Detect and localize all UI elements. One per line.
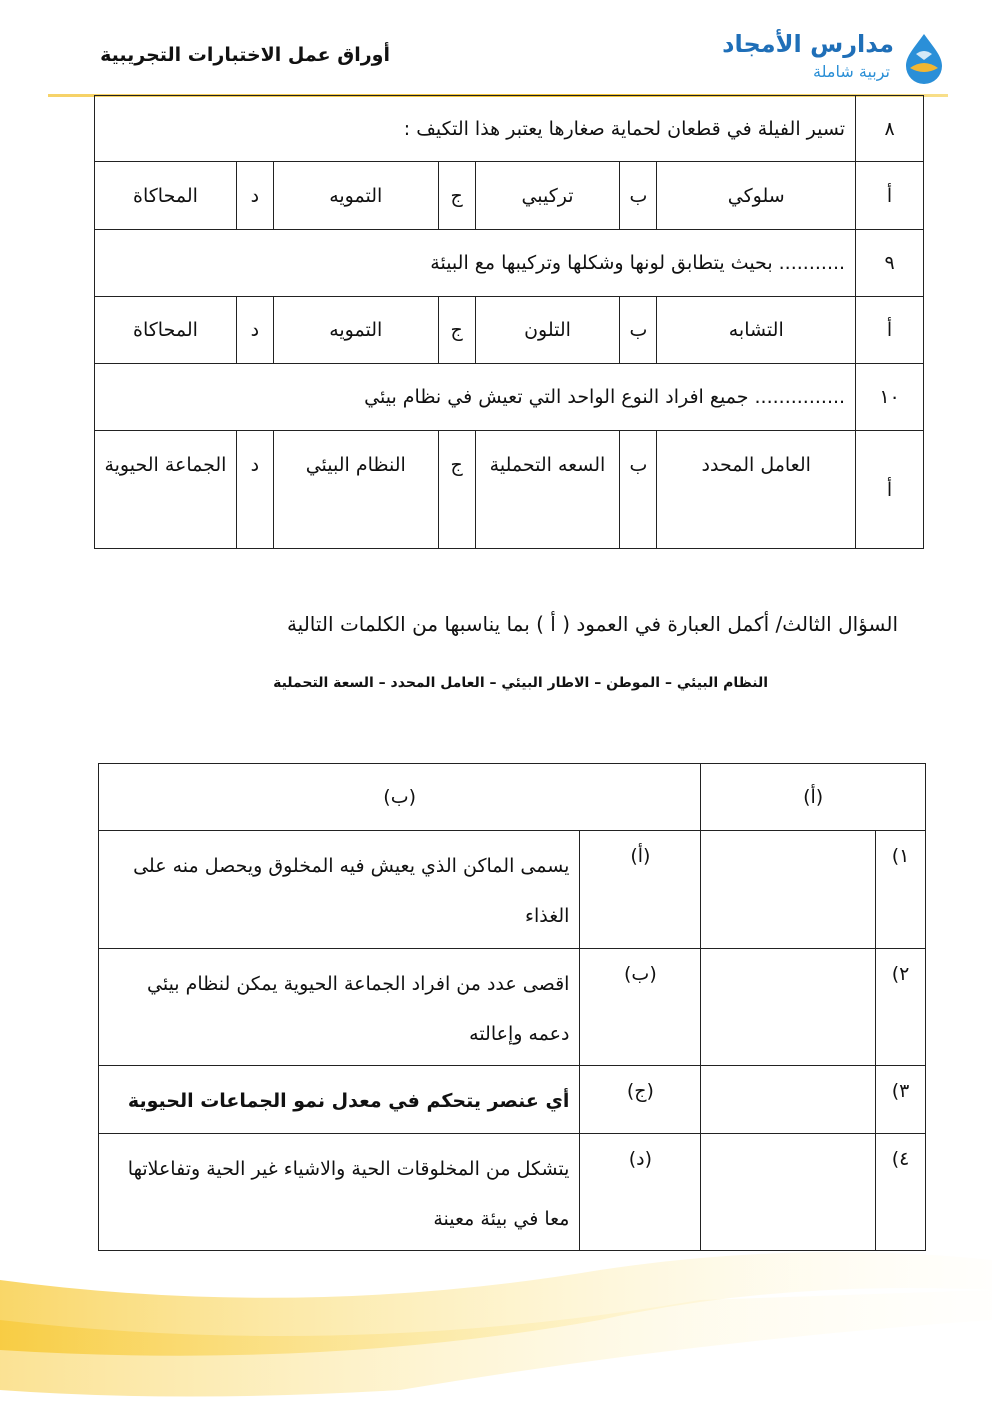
row-number: ٢) [876, 949, 926, 1066]
statement-text: يسمى الماكن الذي يعيش فيه المخلوق ويحصل منه على الغذاء [99, 831, 580, 949]
option-letter: د [236, 162, 273, 230]
answer-cell[interactable] [701, 1134, 876, 1251]
matching-row [99, 1134, 926, 1251]
document-title: أوراق عمل الاختبارات التجريبية [100, 44, 390, 66]
option-text: تركيبي [475, 162, 620, 230]
option-text: الجماعة الحيوية [95, 431, 237, 549]
options-row [95, 162, 924, 230]
option-text: السعه التحملية [475, 431, 620, 549]
option-letter: ج [438, 297, 475, 364]
options-row [95, 297, 924, 364]
question-text: ............... جميع افراد النوع الواحد التي تعيش في نظام بيئي [95, 364, 856, 431]
option-text: النظام البيئي [273, 431, 438, 549]
question-row [95, 96, 924, 162]
answer-cell[interactable] [701, 949, 876, 1066]
logo-main-text: مدارس الأمجاد [722, 30, 894, 58]
option-letter: ج [438, 162, 475, 230]
row-number: ٣) [876, 1066, 926, 1134]
statement-text: يتشكل من المخلوقات الحية والاشياء غير الحية وتفاعلاتها معا في بيئة معينة [99, 1134, 580, 1251]
option-text: التشابه [657, 297, 856, 364]
option-letter: ج [438, 431, 475, 549]
option-text: العامل المحدد [657, 431, 856, 549]
option-text: سلوكي [657, 162, 856, 230]
question-number: ١٠ [856, 364, 924, 431]
statement-letter: (أ) [580, 831, 701, 949]
decorative-swoosh [0, 1230, 992, 1403]
statement-letter: (ج) [580, 1066, 701, 1134]
row-number: ٤) [876, 1134, 926, 1251]
option-letter: ب [620, 431, 657, 549]
option-letter: ب [620, 297, 657, 364]
option-text: التمويه [273, 162, 438, 230]
row-number: ١) [876, 831, 926, 949]
option-letter: أ [856, 162, 924, 230]
school-logo [722, 28, 956, 88]
question-text: تسير الفيلة في قطعان لحماية صغارها يعتبر هذا التكيف : [95, 96, 856, 162]
options-row [95, 431, 924, 549]
option-text: التمويه [273, 297, 438, 364]
statement-text: أي عنصر يتحكم في معدل نمو الجماعات الحيوية [99, 1066, 580, 1134]
statement-letter: (د) [580, 1134, 701, 1251]
question-number: ٨ [856, 96, 924, 162]
logo-sub-text: تربية شاملة [813, 62, 890, 81]
question-row [95, 364, 924, 431]
column-a-header: (أ) [701, 764, 926, 831]
column-b-header: (ب) [99, 764, 701, 831]
option-text: التلون [475, 297, 620, 364]
section3-heading: السؤال الثالث/ أكمل العبارة في العمود ( أ ) بما يناسبها من الكلمات التالية [286, 612, 898, 636]
answer-cell[interactable] [701, 831, 876, 949]
logo-drop-icon [900, 32, 948, 84]
matching-row [99, 1066, 926, 1134]
matching-row [99, 949, 926, 1066]
option-text: المحاكاة [95, 297, 237, 364]
option-letter: أ [856, 431, 924, 549]
option-text: المحاكاة [95, 162, 237, 230]
question-row [95, 230, 924, 297]
matching-table [98, 763, 926, 1251]
matching-header-row [99, 764, 926, 831]
option-letter: د [236, 297, 273, 364]
answer-cell[interactable] [701, 1066, 876, 1134]
mcq-table [94, 95, 924, 549]
statement-letter: (ب) [580, 949, 701, 1066]
word-bank: النظام البيئي – الموطن – الاطار البيئي – العامل المحدد – السعة التحملية [273, 675, 768, 691]
question-text: ........... بحيث يتطابق لونها وشكلها وتركيبها مع البيئة [95, 230, 856, 297]
option-letter: أ [856, 297, 924, 364]
matching-row [99, 831, 926, 949]
statement-text: اقصى عدد من افراد الجماعة الحيوية يمكن لنظام بيئي دعمه وإعالته [99, 949, 580, 1066]
option-letter: د [236, 431, 273, 549]
option-letter: ب [620, 162, 657, 230]
question-number: ٩ [856, 230, 924, 297]
